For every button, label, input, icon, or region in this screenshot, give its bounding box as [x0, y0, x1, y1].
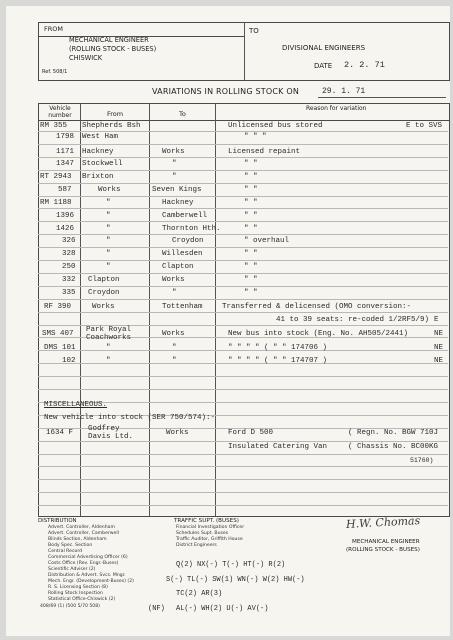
reason-code: NE	[434, 330, 444, 338]
from-location: "	[106, 237, 111, 245]
row-rule	[38, 286, 448, 287]
row-rule	[38, 208, 448, 209]
row-rule	[38, 183, 448, 184]
col-header-to: To	[179, 110, 186, 118]
row-rule	[38, 234, 448, 235]
col-header-reason: Reason for variation	[306, 105, 367, 112]
misc-heading: MISCELLANEOUS.	[44, 401, 108, 409]
to-location: Works	[162, 276, 185, 284]
from-location: "	[106, 250, 111, 258]
from-location: "	[106, 263, 111, 271]
to-value: DIVISIONAL ENGINEERS	[282, 44, 366, 52]
vehicle-number: RM 355	[40, 122, 68, 130]
traffic-item: Financial Investigation Officer	[176, 525, 245, 530]
vehicle-number: RM 1188	[40, 199, 72, 207]
row-rule	[38, 144, 448, 145]
reason-text: " overhaul	[244, 237, 290, 245]
to-location: "	[172, 173, 177, 181]
vehicle-number: 102	[62, 357, 76, 365]
row-rule	[38, 273, 448, 274]
distribution-item: Statistical Office-Chiswick (2)	[48, 597, 116, 602]
misc-to: Works	[166, 429, 189, 437]
to-location: Croydon	[172, 237, 204, 245]
reason-text: Licensed repaint	[228, 148, 301, 156]
from-location: Works	[98, 186, 121, 194]
distribution-item: Blinds Section, Aldenham	[48, 537, 107, 542]
reason-text: New bus into stock (Eng. No. AH505/2441)	[228, 330, 409, 338]
misc-regn: ( Regn. No. BGW 710J	[348, 429, 439, 437]
header-divider	[244, 22, 245, 80]
distribution-form-code: 408/69 (1) (500 5/70 508)	[40, 604, 100, 609]
from-line-2: (ROLLING STOCK - BUSES)	[69, 45, 157, 53]
to-location: Works	[162, 148, 185, 156]
row-rule	[38, 221, 448, 222]
reason-text: " "	[244, 212, 258, 220]
reason-text: " " "	[244, 133, 267, 141]
vehicle-number: 335	[62, 289, 76, 297]
traffic-item: Traffic Auditor, Griffith House	[176, 537, 243, 542]
distribution-item: Commercial Advertising Officer (6)	[48, 555, 128, 560]
row-rule	[38, 389, 448, 390]
vehicle-number: 250	[62, 263, 76, 271]
reason-code: E to SVS	[406, 122, 443, 130]
distribution-title: DISTRIBUTION	[38, 518, 77, 524]
traffic-item: District Engineers	[176, 543, 217, 548]
to-location: Clapton	[162, 263, 194, 271]
vehicle-number: 326	[62, 237, 76, 245]
title-date: 29. 1. 71	[322, 87, 366, 96]
from-location: Stockwell	[82, 160, 123, 168]
page-title: VARIATIONS IN ROLLING STOCK ON	[152, 87, 300, 96]
distribution-item: Central Record	[48, 549, 83, 554]
to-location: "	[172, 344, 177, 352]
reason-text: " "	[244, 225, 258, 233]
from-location: "	[106, 199, 111, 207]
misc-chassis: ( Chassis No. BC00KG	[348, 443, 439, 451]
from-location: Works	[92, 303, 115, 311]
distribution-item: R. S. Licensing Section (8)	[48, 585, 108, 590]
signer-line-2: (ROLLING STOCK - BUSES)	[346, 547, 420, 553]
to-location: Hackney	[162, 199, 194, 207]
vehicle-number: RF 390	[44, 303, 72, 311]
traffic-item: Schedules Supt. Buses	[176, 531, 229, 536]
to-location: Tottenham	[162, 303, 203, 311]
reason-text: " "	[244, 186, 258, 194]
depot-codes: S(-) TL(-) SW(1) WN(-) W(2) HW(-)	[166, 576, 305, 584]
distribution-item: Rolling Stock Inspection	[48, 591, 103, 596]
from-location: "	[106, 357, 111, 365]
from-location: Hackney	[82, 148, 114, 156]
ref-number: Ref. 508/1	[42, 69, 68, 75]
misc-desc-2: Insulated Catering Van	[228, 443, 328, 451]
date-label: DATE	[314, 62, 333, 70]
reason-text: " " " " ( " " 174707 )	[228, 357, 328, 365]
reason-text: " "	[244, 289, 258, 297]
from-location: Clapton	[88, 276, 120, 284]
document-sheet	[6, 6, 450, 636]
to-location: "	[172, 357, 177, 365]
row-rule	[38, 131, 448, 132]
distribution-item: Advert. Controller, Camberwell	[48, 531, 119, 536]
reason-code: E	[434, 316, 439, 324]
vehicle-number: SMS 407	[42, 330, 74, 338]
to-location: Seven Kings	[152, 186, 202, 194]
vehicle-number: 1426	[56, 225, 75, 233]
col-header-from: From	[107, 110, 124, 118]
reason-text: " "	[244, 276, 258, 284]
title-date-underline	[318, 97, 446, 98]
vehicle-number: 332	[62, 276, 76, 284]
distribution-item: Advert. Controller, Aldenham	[48, 525, 115, 530]
row-rule	[38, 170, 448, 171]
reason-text: " "	[244, 199, 258, 207]
misc-from: Godfrey Davis Ltd.	[88, 425, 134, 441]
reason-code: NE	[434, 357, 444, 365]
to-location: Camberwell	[162, 212, 208, 220]
row-rule	[38, 376, 448, 377]
reason-text: " "	[244, 263, 258, 271]
from-location: Park Royal Coachworks	[86, 326, 132, 342]
distribution-item: Body Spec. Section	[48, 543, 93, 548]
row-rule	[38, 260, 448, 261]
row-rule	[38, 505, 448, 506]
traffic-title: TRAFFIC SUPT. (BUSES)	[174, 518, 239, 524]
vehicle-number: DMS 101	[44, 344, 76, 352]
row-rule	[38, 479, 448, 480]
reason-text: Unlicensed bus stored	[228, 122, 323, 130]
from-location: West Ham	[82, 133, 119, 141]
row-rule	[38, 466, 448, 467]
vehicle-number: 328	[62, 250, 76, 258]
row-rule	[38, 299, 448, 300]
vehicle-number: RT 2943	[40, 173, 72, 181]
reason-text: " " " " ( " " 174706 )	[228, 344, 328, 352]
reason-text: " "	[244, 173, 258, 181]
to-label: TO	[249, 27, 259, 35]
reason-code: NE	[434, 344, 444, 352]
reason-text: " "	[244, 250, 258, 258]
row-rule	[38, 454, 448, 455]
distribution-item: Scientific Adviser (2)	[48, 567, 96, 572]
row-rule	[38, 196, 448, 197]
vehicle-number: 587	[58, 186, 72, 194]
from-location: Croydon	[88, 289, 120, 297]
row-rule	[38, 492, 448, 493]
reason-text: " "	[244, 160, 258, 168]
reason-text: Transferred & delicensed (OMO conversion:-	[222, 303, 412, 311]
misc-chassis-2: 51760)	[410, 457, 434, 464]
misc-vehicle-number: 1634 F	[46, 429, 74, 437]
to-location: Works	[162, 330, 185, 338]
misc-desc-1: Ford D 500	[228, 429, 274, 437]
misc-line: New vehicle into stock (SER 750/574):-	[44, 414, 216, 422]
table-header-line	[38, 120, 449, 121]
row-rule	[38, 247, 448, 248]
depot-codes: AL(-) WH(2) U(-) AV(-)	[176, 605, 269, 613]
vehicle-number: 1396	[56, 212, 75, 220]
from-line-1: MECHANICAL ENGINEER	[69, 36, 149, 44]
nf-marker: (NF)	[148, 605, 165, 613]
distribution-item: Distribution & Advert. Svcs. Mngr.	[48, 573, 126, 578]
distribution-item: Mech. Engr. (Development-Buses) (2)	[48, 579, 134, 584]
from-location: "	[106, 225, 111, 233]
depot-codes: Q(2) NX(-) T(-) HT(-) R(2)	[176, 561, 286, 569]
from-location: "	[106, 344, 111, 352]
from-location: "	[106, 212, 111, 220]
vehicle-number: 1798	[56, 133, 75, 141]
to-location: Thornton Hth.	[162, 225, 221, 233]
from-label: FROM	[44, 25, 63, 33]
to-location: "	[172, 160, 177, 168]
to-location: Willesden	[162, 250, 203, 258]
col-header-vehicle: Vehicle number	[48, 105, 72, 119]
distribution-item: Costs Office (Rev. Engr.-Buses)	[48, 561, 119, 566]
from-location: Shepherds Bsh	[82, 122, 141, 130]
from-line-3: CHISWICK	[69, 54, 103, 62]
signer-line-1: MECHANICAL ENGINEER	[352, 539, 420, 545]
vehicle-number: 1171	[56, 148, 75, 156]
vehicle-number: 1347	[56, 160, 75, 168]
depot-codes: TC(2) AR(3)	[176, 590, 223, 598]
reason-text: 41 to 39 seats: re-coded 1/2RF5/9)	[276, 316, 430, 324]
to-location: "	[172, 289, 177, 297]
from-location: Brixton	[82, 173, 114, 181]
date-value: 2. 2. 71	[344, 60, 385, 70]
signature: H.W. Chomas	[345, 514, 421, 531]
